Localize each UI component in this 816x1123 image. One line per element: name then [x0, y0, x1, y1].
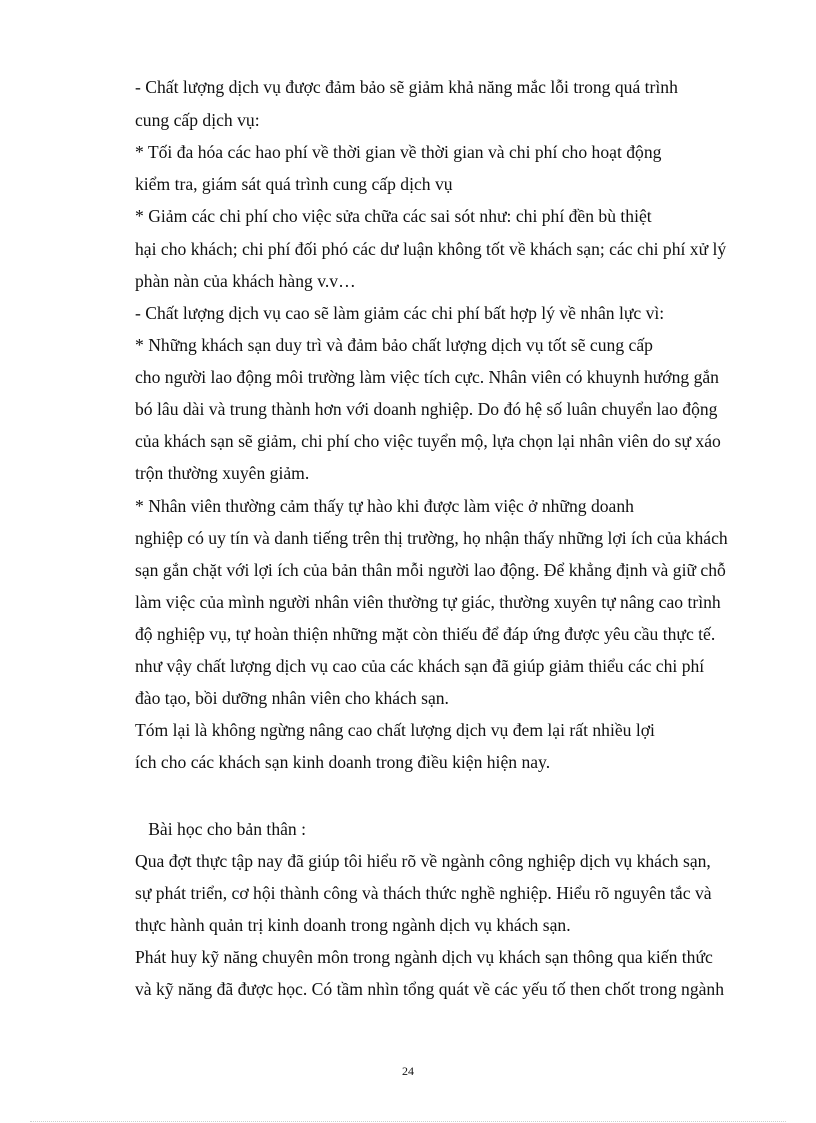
text-line: của khách sạn sẽ giảm, chi phí cho việc tuyển mộ, lựa chọn lại nhân viên do sự xáo	[135, 431, 721, 451]
text-line: thực hành quản trị kinh doanh trong ngành dịch vụ khách sạn.	[135, 915, 571, 935]
text-line: * Giảm các chi phí cho việc sửa chữa các sai sót như: chi phí đền bù thiệt	[135, 206, 652, 226]
text-line: Qua đợt thực tập nay đã giúp tôi hiểu rõ về ngành công nghiệp dịch vụ khách sạn,	[135, 851, 711, 871]
page-bottom-border	[30, 1121, 786, 1122]
text-line: đào tạo, bồi dưỡng nhân viên cho khách sạn.	[135, 688, 449, 708]
text-line: nghiệp có uy tín và danh tiếng trên thị trường, họ nhận thấy những lợi ích của khách	[135, 528, 728, 548]
text-line: làm việc của mình người nhân viên thường tự giác, thường xuyên tự nâng cao trình	[135, 592, 721, 612]
text-line: bó lâu dài và trung thành hơn với doanh nghiệp. Do đó hệ số luân chuyển lao động	[135, 399, 718, 419]
text-line: cung cấp dịch vụ:	[135, 110, 260, 130]
text-line: và kỹ năng đã được học. Có tầm nhìn tổng quát về các yếu tố then chốt trong ngành	[135, 979, 725, 999]
section-heading: Bài học cho bản thân :	[135, 819, 307, 839]
text-line: * Nhân viên thường cảm thấy tự hào khi được làm việc ở những doanh	[135, 496, 634, 516]
text-line: cho người lao động môi trường làm việc tích cực. Nhân viên có khuynh hướng gắn	[135, 367, 719, 387]
text-line: sạn gắn chặt với lợi ích của bản thân mỗi người lao động. Để khẳng định và giữ chỗ	[135, 560, 726, 580]
text-line: trộn thường xuyên giảm.	[135, 463, 310, 483]
text-line: như vậy chất lượng dịch vụ cao của các khách sạn đã giúp giảm thiểu các chi phí	[135, 656, 705, 676]
text-line: - Chất lượng dịch vụ được đảm bảo sẽ giảm khả năng mắc lỗi trong quá trình	[135, 77, 678, 97]
text-line: kiểm tra, giám sát quá trình cung cấp dịch vụ	[135, 174, 453, 194]
text-line: * Những khách sạn duy trì và đảm bảo chất lượng dịch vụ tốt sẽ cung cấp	[135, 335, 653, 355]
text-line: Phát huy kỹ năng chuyên môn trong ngành dịch vụ khách sạn thông qua kiến thức	[135, 947, 713, 967]
text-line: phàn nàn của khách hàng v.v…	[135, 271, 356, 291]
text-line: Tóm lại là không ngừng nâng cao chất lượng dịch vụ đem lại rất nhiều lợi	[135, 720, 655, 740]
page-number: 24	[402, 1064, 414, 1078]
text-line: - Chất lượng dịch vụ cao sẽ làm giảm các chi phí bất hợp lý về nhân lực vì:	[135, 303, 665, 323]
text-line: độ nghiệp vụ, tự hoàn thiện những mặt còn thiếu để đáp ứng được yêu cầu thực tế.	[135, 624, 716, 644]
text-line: sự phát triển, cơ hội thành công và thách thức nghề nghiệp. Hiểu rõ nguyên tắc và	[135, 883, 712, 903]
text-line: ích cho các khách sạn kinh doanh trong điều kiện hiện nay.	[135, 752, 551, 772]
text-line: * Tối đa hóa các hao phí về thời gian về thời gian và chi phí cho hoạt động	[135, 142, 662, 162]
text-line: hại cho khách; chi phí đối phó các dư luận không tốt về khách sạn; các chi phí xử lý	[135, 239, 727, 259]
